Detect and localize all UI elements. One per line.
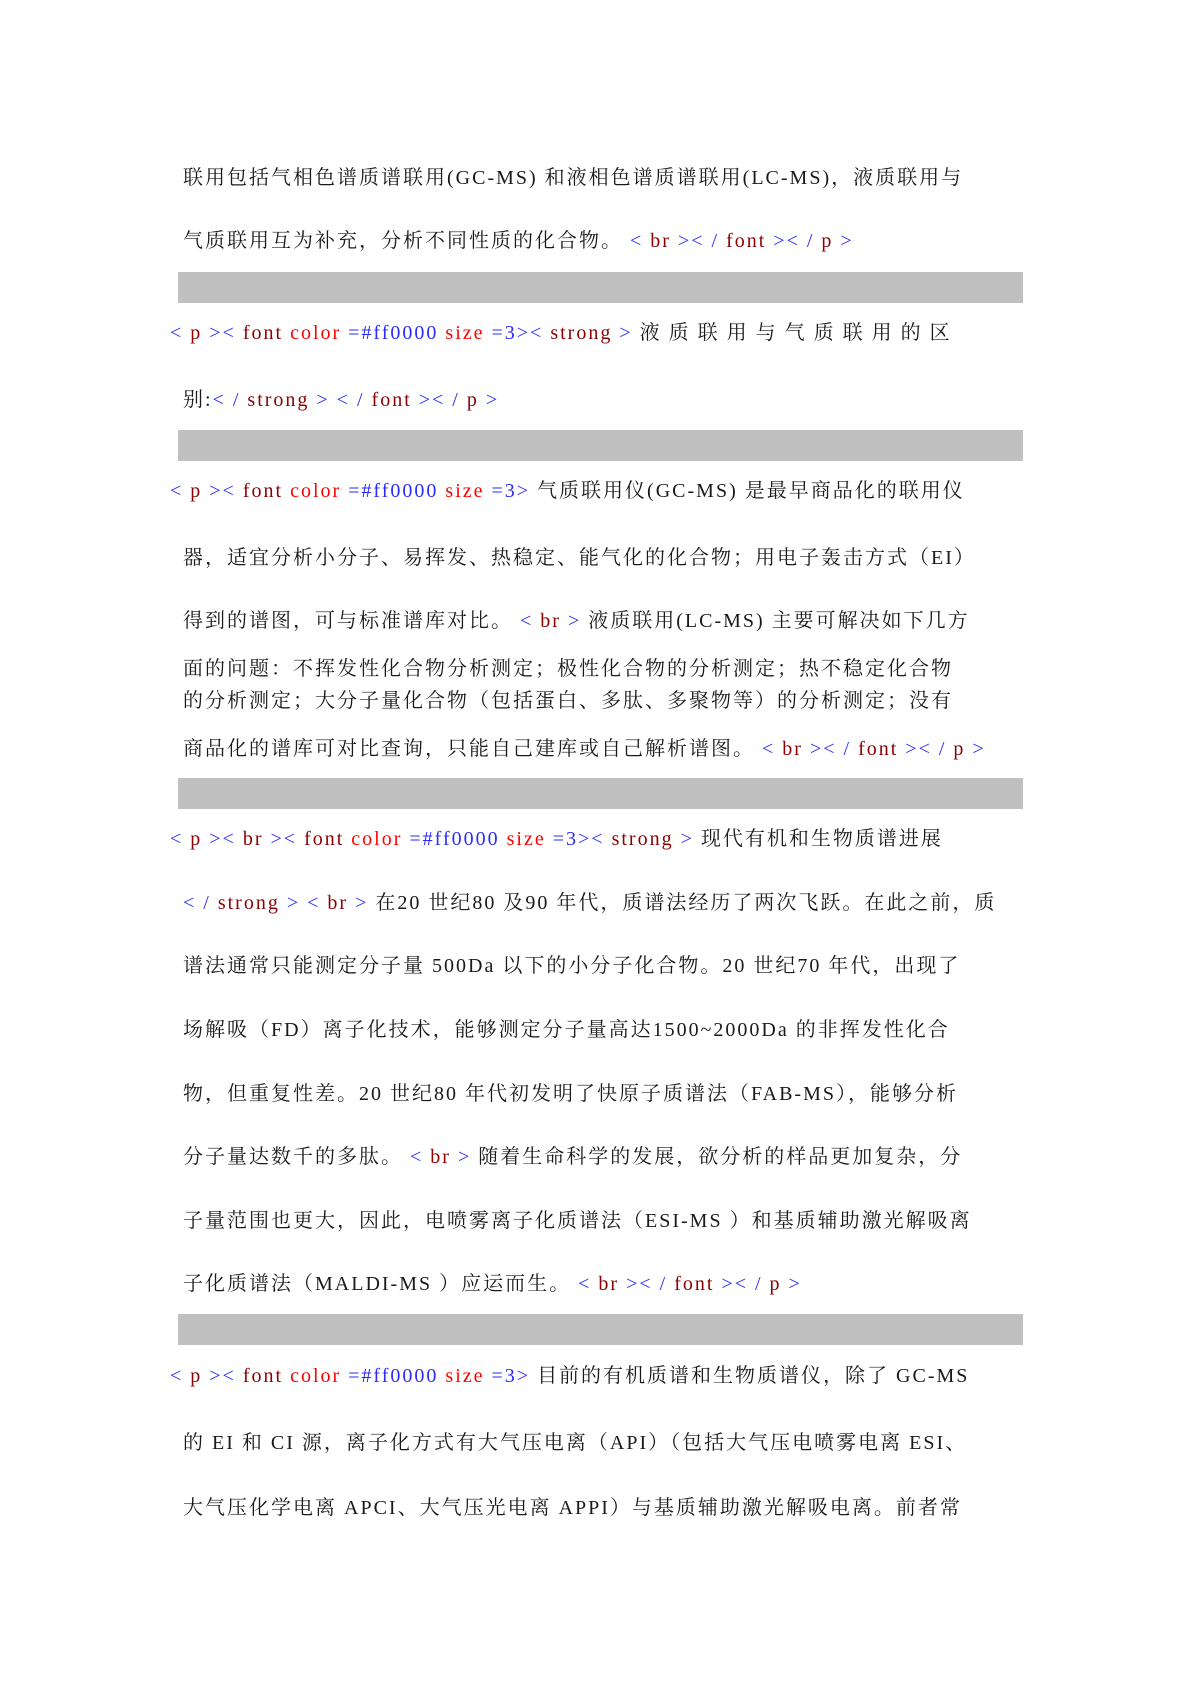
body-text: 分子量达数千的多肽。 (183, 1146, 403, 1168)
html-tag-text: font (371, 389, 412, 411)
separator-bar (178, 1314, 1023, 1345)
body-text: 目前的有机质谱和生物质谱仪，除了 GC-MS (537, 1365, 970, 1387)
html-tag-text: < (170, 1365, 191, 1387)
html-tag-text: >< / (898, 738, 954, 760)
separator-bar (178, 430, 1023, 461)
body-text: 子化质谱法（MALDI-MS ）应运而生。 (183, 1273, 572, 1295)
html-tag-text: < (170, 480, 191, 502)
html-tag-text: > (516, 1365, 538, 1387)
html-tag-text: p (466, 389, 479, 411)
body-text: 谱法通常只能测定分子量 500Da 以下的小分子化合物。20 世纪70 年代，出现了 (183, 955, 961, 977)
body-text: 液质联用(LC-MS) 主要可解决如下几方 (588, 610, 970, 632)
html-tag-text: > (612, 322, 640, 344)
text-line (183, 688, 953, 714)
html-tag-text: color (344, 828, 410, 850)
html-tag-text: < (513, 610, 541, 632)
html-tag-text: =#ff0000 (348, 322, 439, 344)
html-tag-text: =3 (491, 1365, 517, 1387)
html-tag-text: > < (279, 892, 328, 914)
html-tag-text: > < / (309, 389, 372, 411)
html-tag-text: >< / (411, 389, 467, 411)
html-tag-text: < (170, 322, 191, 344)
html-tag-text: p (190, 322, 203, 344)
body-text: 别: (183, 389, 213, 411)
html-tag-text: < (571, 1273, 599, 1295)
body-text: 随着生命科学的发展，欲分析的样品更加复杂，分 (478, 1146, 963, 1168)
html-tag-text: < (755, 738, 783, 760)
html-tag-text: < / (212, 389, 248, 411)
body-text: 现代有机和生物质谱进展 (700, 828, 943, 850)
html-tag-text: =3 (491, 322, 517, 344)
html-tag-text: p (190, 1365, 203, 1387)
body-text: 器，适宜分析小分子、易挥发、热稳定、能气化的化合物；用电子轰击方式（EI） (183, 547, 976, 569)
html-tag-text: br (327, 892, 349, 914)
html-tag-text: color (283, 480, 349, 502)
html-tag-text: >< / (766, 230, 822, 252)
html-tag-text: size (438, 1365, 492, 1387)
body-text: 的分析测定；大分子量化合物（包括蛋白、多肽、多聚物等）的分析测定；没有 (183, 690, 953, 712)
html-tag-text: >< / (670, 230, 727, 252)
html-tag-text: > (560, 610, 589, 632)
html-tag-text: =#ff0000 (348, 480, 439, 502)
html-tag-text: br (782, 738, 803, 760)
text-line (183, 228, 923, 254)
html-tag-text: > (833, 230, 854, 252)
html-tag-text: p (190, 480, 203, 502)
html-tag-text: >< (202, 1365, 243, 1387)
text-line (170, 320, 952, 346)
text-line (183, 656, 953, 682)
html-tag-text: font (242, 480, 284, 502)
text-line (183, 890, 997, 916)
text-line (183, 165, 964, 191)
html-tag-text: >< (202, 828, 243, 850)
body-text: 子量范围也更大，因此，电喷雾离子化质谱法（ESI-MS ）和基质辅助激光解吸离 (183, 1210, 972, 1232)
body-text: 在20 世纪80 及90 年代，质谱法经历了两次飞跃。在此之前，质 (375, 892, 997, 914)
text-line (183, 1271, 923, 1297)
body-text: 大气压化学电离 APCI、大气压光电离 APPI）与基质辅助激光解吸电离。前者常 (183, 1497, 962, 1519)
html-tag-text: font (304, 828, 345, 850)
html-tag-text: =#ff0000 (409, 828, 500, 850)
html-tag-text: br (650, 230, 671, 252)
html-tag-text: > (673, 828, 701, 850)
html-tag-text: >< (578, 828, 612, 850)
html-tag-text: =3 (491, 480, 517, 502)
body-text: 商品化的谱库可对比查询，只能自己建库或自己解析谱图。 (183, 738, 755, 760)
html-tag-text: color (283, 322, 349, 344)
html-tag-text: p (953, 738, 966, 760)
html-tag-text: font (242, 322, 284, 344)
html-tag-text: font (674, 1273, 715, 1295)
html-tag-text: br (598, 1273, 620, 1295)
body-text: 场解吸（FD）离子化技术，能够测定分子量高达1500~2000Da 的非挥发性化合 (183, 1019, 950, 1041)
html-tag-text: font (726, 230, 767, 252)
body-text: 物，但重复性差。20 世纪80 年代初发明了快原子质谱法（FAB-MS），能够分析 (183, 1083, 958, 1105)
html-tag-text: strong (611, 828, 674, 850)
separator-bar (178, 778, 1023, 809)
text-line (183, 608, 970, 634)
html-tag-text: p (821, 230, 834, 252)
html-tag-text: font (242, 1365, 284, 1387)
html-tag-text: size (438, 322, 492, 344)
html-tag-text: < / (183, 892, 218, 914)
text-line (170, 478, 965, 504)
html-tag-text: < (403, 1146, 431, 1168)
text-line (183, 953, 961, 979)
html-tag-text: >< (202, 480, 243, 502)
html-tag-text: > (348, 892, 376, 914)
body-text: 液 质 联 用 与 气 质 联 用 的 区 (639, 322, 952, 344)
body-text: 联用包括气相色谱质谱联用(GC-MS) 和液相色谱质谱联用(LC-MS)，液质联用与 (183, 167, 964, 189)
html-tag-text: strong (247, 389, 310, 411)
html-tag-text: > (781, 1273, 802, 1295)
text-line (183, 1017, 950, 1043)
html-tag-text: br (242, 828, 264, 850)
html-tag-text: > (478, 389, 500, 411)
text-line (183, 1430, 968, 1456)
text-line (183, 1081, 958, 1107)
html-tag-text: > (516, 480, 538, 502)
html-tag-text: font (858, 738, 899, 760)
separator-bar (178, 272, 1023, 303)
html-tag-text: p (769, 1273, 782, 1295)
html-tag-text: >< / (619, 1273, 675, 1295)
html-tag-text: < (170, 828, 191, 850)
text-line (183, 545, 976, 571)
html-tag-text: >< / (802, 738, 859, 760)
body-text: 气质联用仪(GC-MS) 是最早商品化的联用仪 (537, 480, 965, 502)
text-line (170, 1363, 970, 1389)
html-tag-text: >< (516, 322, 551, 344)
text-line (183, 1495, 962, 1521)
html-tag-text: < (623, 230, 651, 252)
html-tag-text: > (965, 738, 986, 760)
html-tag-text: =#ff0000 (348, 1365, 439, 1387)
html-tag-text: size (499, 828, 553, 850)
html-tag-text: strong (217, 892, 280, 914)
body-text: 得到的谱图，可与标准谱库对比。 (183, 610, 513, 632)
body-text: 面的问题：不挥发性化合物分析测定；极性化合物的分析测定；热不稳定化合物 (183, 658, 953, 680)
html-tag-text: size (438, 480, 492, 502)
text-line (183, 736, 986, 762)
text-line (183, 1144, 963, 1170)
body-text: 气质联用互为补充，分析不同性质的化合物。 (183, 230, 623, 252)
html-tag-text: >< (202, 322, 243, 344)
html-tag-text: br (430, 1146, 451, 1168)
html-tag-text: =3 (552, 828, 579, 850)
html-tag-text: strong (550, 322, 613, 344)
text-line (183, 1208, 972, 1234)
body-text: 的 EI 和 CI 源，离子化方式有大气压电离（API）（包括大气压电喷雾电离 ESI、 (183, 1432, 968, 1454)
html-tag-text: p (190, 828, 203, 850)
html-tag-text: color (283, 1365, 349, 1387)
html-tag-text: >< / (714, 1273, 770, 1295)
html-tag-text: > (450, 1146, 479, 1168)
text-line (170, 826, 943, 852)
text-line (183, 387, 923, 413)
html-tag-text: br (540, 610, 561, 632)
html-tag-text: >< (263, 828, 305, 850)
